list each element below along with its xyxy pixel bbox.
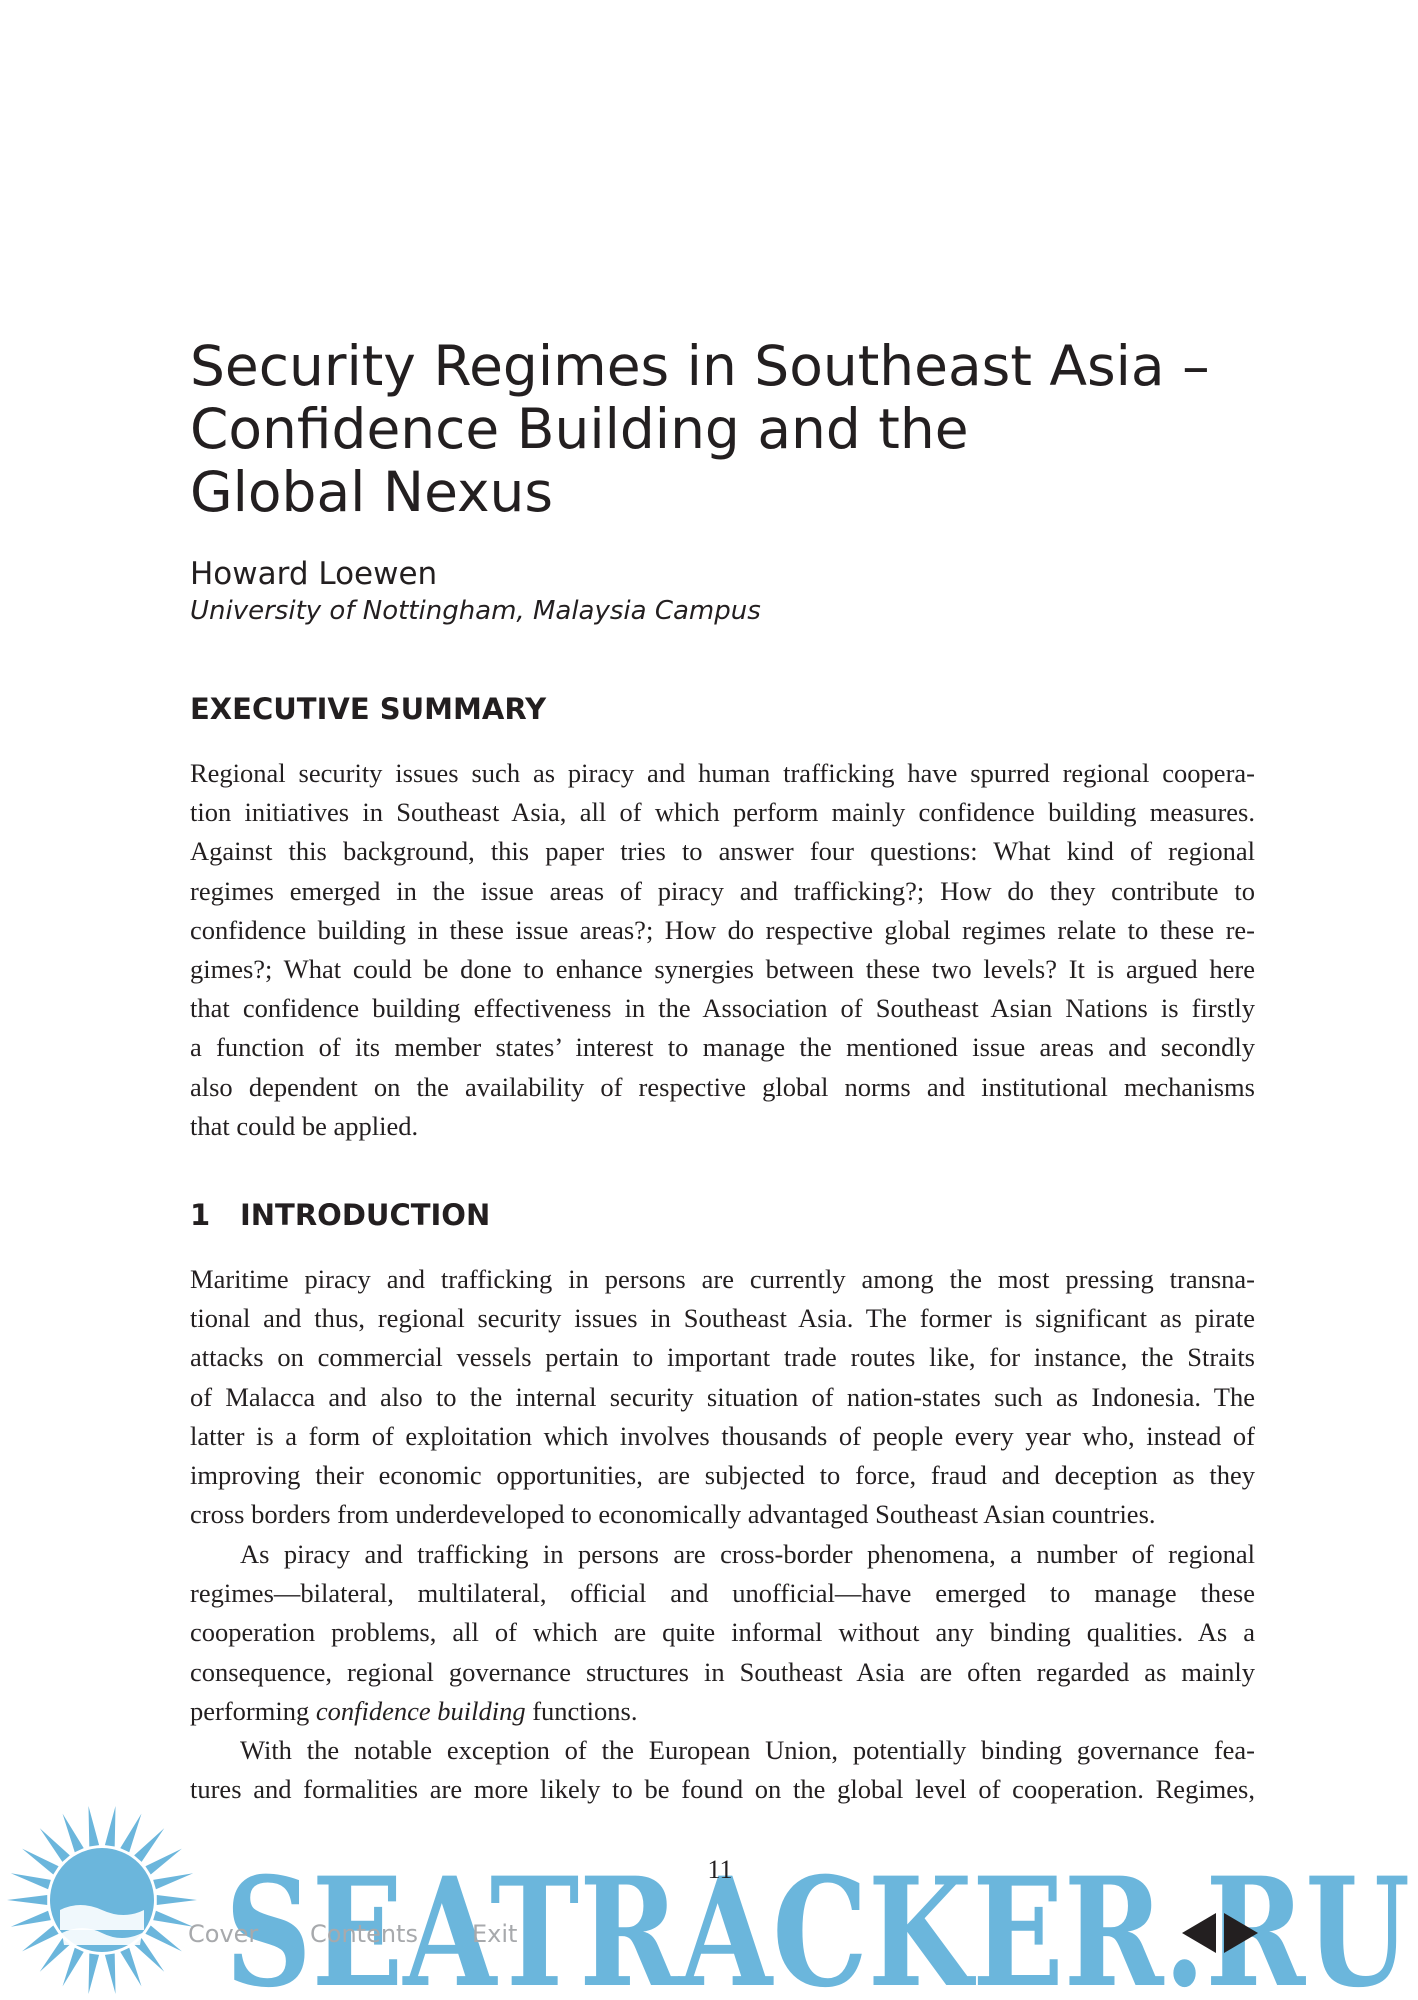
introduction-heading [190,1197,490,1233]
introduction-paragraph-3 [190,1731,1255,1809]
title-line: Security Regimes in Southeast Asia – [190,334,1210,398]
text-line: tures and formalities are more likely to be found on the global level of cooperation. Regimes, [190,1774,1255,1805]
text-line: that confidence building effectiveness in the Association of Southeast Asian Nations is firstly [190,993,1255,1024]
watermark [0,1805,1418,2000]
text-line: tion initiatives in Southeast Asia, all of which perform mainly confidence building measures. [190,797,1255,828]
title-line: Confidence Building and the [190,397,969,461]
text-line: of Malacca and also to the internal security situation of nation-states such as Indonesia. The [190,1381,1255,1412]
author-affiliation: University of Nottingham, Malaysia Campus [190,596,761,626]
author-name: Howard Loewen [190,556,438,592]
document-title [190,335,1290,524]
text-line: regimes emerged in the issue areas of piracy and trafficking?; How do they contribute to [190,875,1255,906]
text-line: a function of its member states’ interest to manage the mentioned issue areas and secondly [190,1032,1255,1063]
introduction-paragraph-2 [190,1535,1255,1731]
text-segment: functions. [525,1695,638,1726]
nav-exit-link[interactable]: Exit [472,1920,518,1948]
text-line: gimes?; What could be done to enhance synergies between these two levels? It is argued here [190,953,1255,984]
text-line [190,1692,1255,1731]
executive-summary-heading: EXECUTIVE SUMMARY [190,692,547,726]
emphasis-text: confidence building [315,1695,526,1726]
text-line: As piracy and trafficking in persons are cross-border phenomena, a number of regional [240,1539,1255,1569]
text-line: latter is a form of exploitation which involves thousands of people every year who, instead of [190,1420,1255,1451]
text-line: also dependent on the availability of respective global norms and institutional mechanisms [190,1071,1255,1102]
text-line: Maritime piracy and trafficking in persons are currently among the most pressing transna- [190,1264,1255,1294]
text-segment: performing [190,1695,316,1726]
text-line: that could be applied. [190,1110,419,1141]
executive-summary-paragraph [190,754,1255,1146]
text-line: consequence, regional governance structures in Southeast Asia are often regarded as mainly [190,1656,1255,1687]
text-line: tional and thus, regional security issues in Southeast Asia. The former is significant as pirate [190,1303,1255,1334]
text-line: regimes—bilateral, multilateral, official and unofficial—have emerged to manage these [190,1578,1255,1609]
previous-page-arrow-icon[interactable] [1182,1913,1216,1953]
text-line: With the notable exception of the European Union, potentially binding governance fea- [240,1735,1255,1765]
text-line: attacks on commercial vessels pertain to important trade routes like, for instance, the Straits [190,1342,1255,1373]
text-line: Against this background, this paper tries to answer four questions: What kind of regional [190,836,1255,867]
introduction-paragraph-1 [190,1260,1255,1534]
next-page-arrow-icon[interactable] [1224,1913,1258,1953]
title-line: Global Nexus [190,460,554,524]
text-line: confidence building in these issue areas?; How do respective global regimes relate to these re- [190,914,1255,945]
text-line: Regional security issues such as piracy and human trafficking have spurred regional coopera- [190,758,1255,788]
page-number: 11 [707,1855,733,1884]
nav-cover-link[interactable]: Cover [188,1920,259,1948]
section-title: INTRODUCTION [240,1198,491,1232]
sun-logo-icon [7,1806,197,1994]
text-line: cross borders from underdeveloped to economically advantaged Southeast Asian countries. [190,1499,1156,1530]
nav-contents-link[interactable]: Contents [310,1920,418,1948]
text-line: improving their economic opportunities, are subjected to force, fraud and deception as they [190,1459,1255,1490]
text-line: cooperation problems, all of which are quite informal without any binding qualities. As a [190,1617,1255,1648]
section-number: 1 [190,1198,211,1232]
watermark-text: SEATRACKER.RU [225,1845,1410,2000]
